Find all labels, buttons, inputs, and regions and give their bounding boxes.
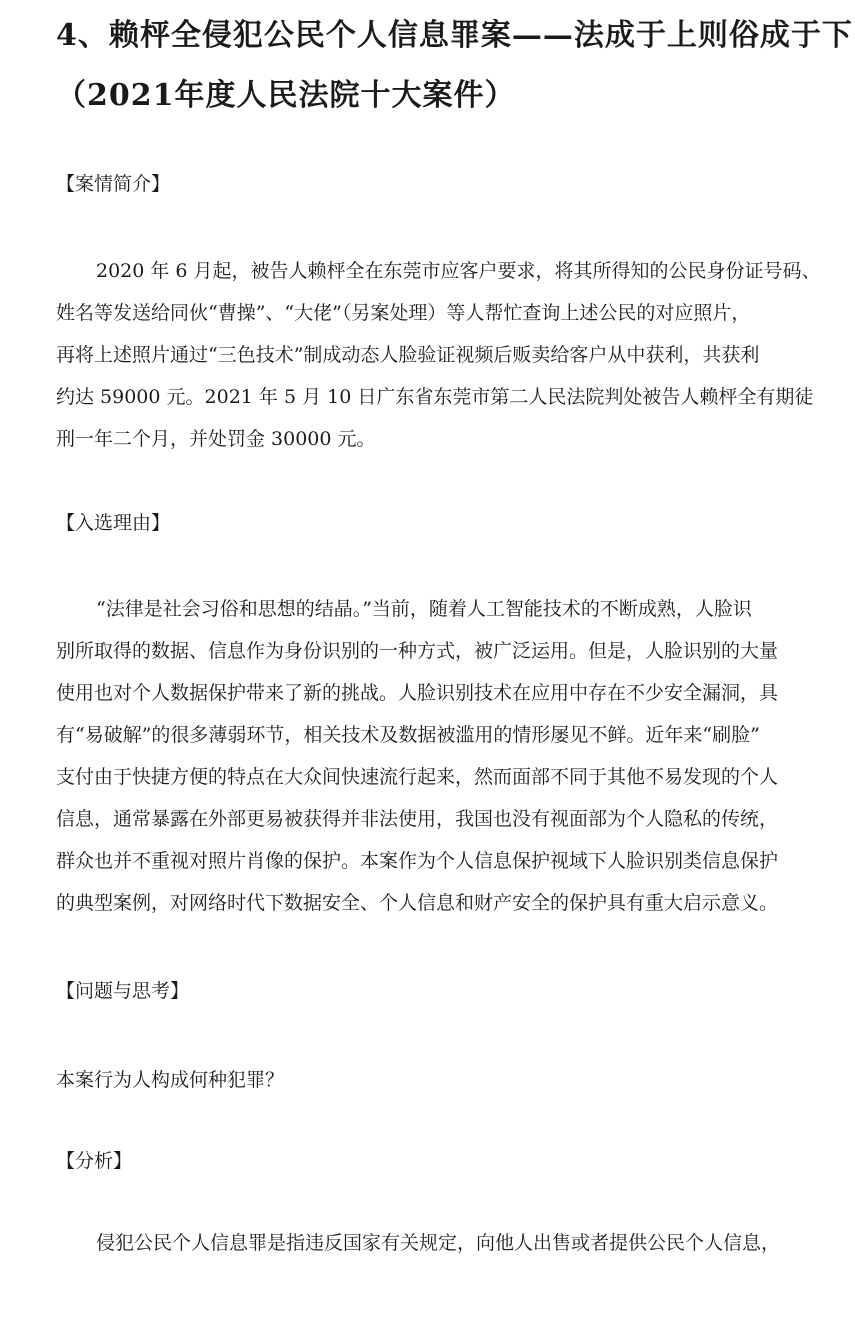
selection-reason-paragraph bbox=[56, 588, 816, 924]
paragraph-line: 刑一年二个月，并处罚金 30000 元。 bbox=[56, 428, 376, 450]
paragraph-line: 2020 年 6 月起，被告人赖枰全在东莞市应客户要求，将其所得知的公民身份证号码、 bbox=[96, 260, 821, 282]
document-title-line-2: （2021年度人民法院十大案件） bbox=[56, 78, 516, 113]
case-summary-heading: 【案情简介】 bbox=[56, 173, 171, 195]
questions-heading: 【问题与思考】 bbox=[56, 980, 190, 1002]
question-text: 本案行为人构成何种犯罪？ bbox=[56, 1069, 285, 1091]
paragraph-line: 使用也对个人数据保护带来了新的挑战。人脸识别技术在应用中存在不少安全漏洞，具 bbox=[56, 682, 779, 704]
paragraph-line: 姓名等发送给同伙“曹操”、“大佬”（另案处理）等人帮忙查询上述公民的对应照片， bbox=[56, 302, 751, 324]
paragraph-line: “法律是社会习俗和思想的结晶。”当前，随着人工智能技术的不断成熟，人脸识 bbox=[96, 598, 752, 620]
selection-reason-heading: 【入选理由】 bbox=[56, 512, 171, 534]
paragraph-line: 别所取得的数据、信息作为身份识别的一种方式，被广泛运用。但是，人脸识别的大量 bbox=[56, 640, 779, 662]
case-summary-paragraph bbox=[56, 250, 821, 460]
paragraph-line: 侵犯公民个人信息罪是指违反国家有关规定，向他人出售或者提供公民个人信息， bbox=[96, 1232, 781, 1254]
paragraph-line: 支付由于快捷方便的特点在大众间快速流行起来，然而面部不同于其他不易发现的个人 bbox=[56, 766, 779, 788]
paragraph-line: 再将上述照片通过“三色技术”制成动态人脸验证视频后贩卖给客户从中获利，共获利 bbox=[56, 344, 760, 366]
document-title-line-1: 4、赖枰全侵犯公民个人信息罪案——法成于上则俗成于下 bbox=[56, 18, 853, 53]
analysis-paragraph bbox=[56, 1222, 816, 1264]
analysis-heading: 【分析】 bbox=[56, 1150, 133, 1172]
paragraph-line: 信息，通常暴露在外部更易被获得并非法使用，我国也没有视面部为个人隐私的传统， bbox=[56, 808, 779, 830]
paragraph-line: 的典型案例，对网络时代下数据安全、个人信息和财产安全的保护具有重大启示意义。 bbox=[56, 892, 779, 914]
paragraph-line: 约达 59000 元。2021 年 5 月 10 日广东省东莞市第二人民法院判处被告人赖枰全有期徒 bbox=[56, 386, 814, 408]
paragraph-line: 有“易破解”的很多薄弱环节，相关技术及数据被滥用的情形屡见不鲜。近年来“刷脸” bbox=[56, 724, 760, 746]
paragraph-line: 群众也并不重视对照片肖像的保护。本案作为个人信息保护视域下人脸识别类信息保护 bbox=[56, 850, 779, 872]
